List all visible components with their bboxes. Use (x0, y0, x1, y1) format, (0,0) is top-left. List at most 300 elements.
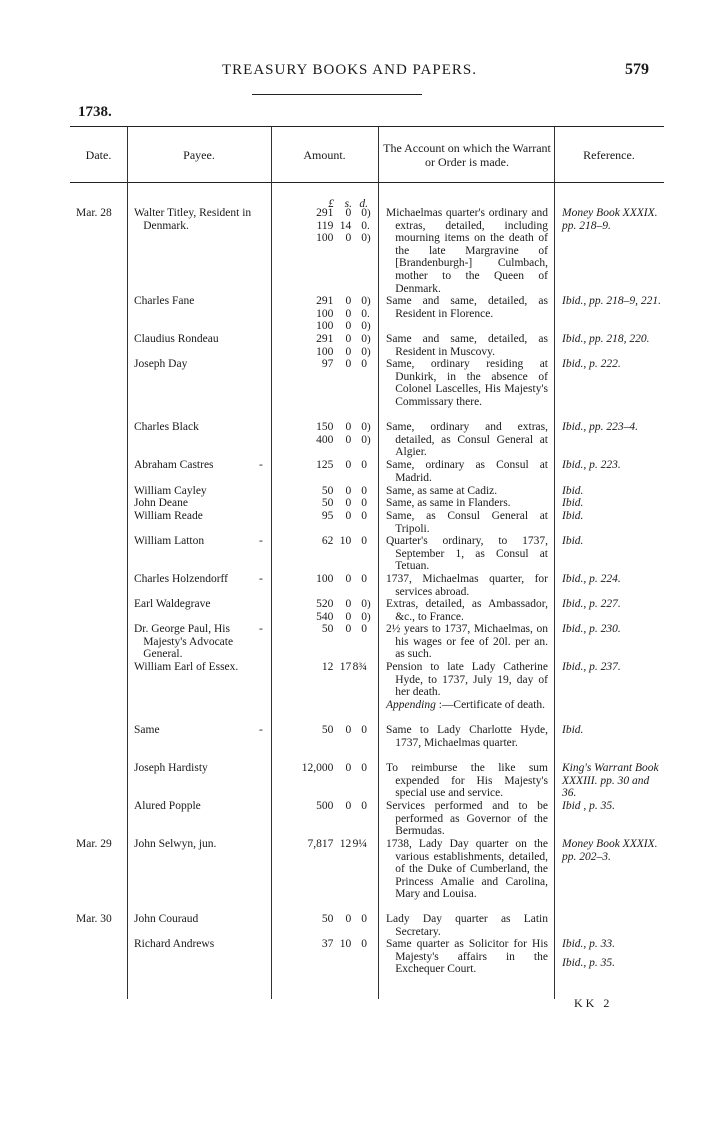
column-divider (554, 127, 555, 999)
amount-line (276, 497, 372, 510)
bracket-mark (367, 661, 372, 674)
year-heading: 1738. (78, 104, 112, 120)
entry-account (386, 421, 548, 459)
shillings: 0 (345, 307, 352, 320)
entry-date: Mar. 28 (76, 207, 112, 219)
title-rule (252, 94, 422, 95)
reference-text: King's Warrant Book XXXIII. pp. 30 and 36. (562, 762, 659, 800)
header-date: Date. (85, 147, 112, 162)
pounds: 12,000 (301, 762, 334, 774)
entry-payee (134, 938, 266, 951)
amount-line (276, 611, 372, 624)
header-payee: Payee. (183, 147, 215, 162)
bracket-mark (367, 485, 372, 498)
pence: 0 (361, 421, 368, 433)
entry-account (386, 358, 548, 408)
entry-reference (562, 485, 662, 498)
pence: 0 (361, 333, 368, 345)
payee-name: William Latton (134, 535, 205, 547)
bracket-mark: . (367, 219, 370, 232)
entry-date: Mar. 29 (76, 838, 112, 850)
entry-payee (134, 598, 266, 611)
entry-account (386, 510, 548, 535)
pence: 0 (361, 485, 368, 497)
account-text: Pension to late Lady Catherine Hyde, to 1737, July 19, day of her death. (386, 661, 548, 699)
amount-line (276, 623, 372, 636)
entry-reference (562, 510, 662, 523)
entry-amount (276, 661, 372, 674)
payee-name: Dr. George Paul, His Majesty's Advocate General. (134, 623, 234, 661)
pence: 0 (361, 219, 368, 232)
shillings: 0 (345, 459, 352, 471)
pounds: 150 (316, 421, 334, 433)
running-title: TREASURY BOOKS AND PAPERS. (222, 62, 477, 78)
entry-payee (134, 295, 266, 308)
amount-line (276, 762, 372, 775)
reference-text: Ibid., pp. 223–4. (562, 421, 639, 433)
entry-reference (562, 762, 662, 800)
account-note-text: :—Certificate of death. (435, 698, 546, 711)
amount-line (276, 510, 372, 523)
bracket-mark: ) (367, 433, 371, 446)
table-header-rule (70, 182, 664, 183)
running-head (0, 62, 722, 82)
pounds: 37 (321, 938, 334, 950)
pounds: 62 (321, 535, 334, 547)
reference-text: Ibid. (562, 485, 584, 497)
entry-payee (134, 661, 266, 674)
payee-name: William Earl of Essex. (134, 661, 239, 673)
shillings: 0 (345, 724, 352, 736)
payee-name: Joseph Hardisty (134, 762, 208, 774)
amount-line (276, 573, 372, 586)
entry-account (386, 207, 548, 295)
amount-line (276, 207, 372, 220)
account-text: Same, as same in Flanders. (386, 497, 511, 509)
entry-payee (134, 485, 266, 498)
pounds: 100 (316, 573, 334, 585)
amount-line (276, 800, 372, 813)
entry-amount (276, 485, 372, 498)
pounds: 100 (316, 345, 334, 358)
pence: 8¾ (352, 661, 368, 673)
pence: 0 (361, 358, 368, 370)
entry-reference (562, 459, 662, 472)
account-text: Same, ordinary residing at Dunkirk, in the absence of Colonel Lascelles, His Majesty's Commissary there. (386, 358, 548, 408)
entry-account (386, 623, 548, 661)
account-text: Same, as same at Cadiz. (386, 485, 498, 497)
shillings: 0 (345, 320, 352, 333)
shillings: 0 (345, 762, 352, 774)
bracket-mark (367, 510, 372, 523)
entry-amount (276, 421, 372, 446)
shillings: 0 (345, 497, 352, 509)
entry-payee (134, 421, 266, 434)
page-number: 579 (625, 61, 649, 78)
entry-amount (276, 598, 372, 623)
reference-text: Ibid., p. 237. (562, 661, 621, 673)
reference-text: Ibid., p. 33. (562, 938, 616, 950)
reference-text: Ibid., p. 230. (562, 623, 621, 635)
reference-text: Ibid. (562, 724, 584, 736)
pounds: 100 (316, 232, 334, 245)
amount-line (276, 598, 372, 611)
shillings: 17 (339, 661, 352, 673)
pence: 0 (361, 573, 368, 585)
pence: 0 (361, 497, 368, 509)
entry-payee (134, 623, 266, 661)
pence: 9¼ (352, 838, 368, 850)
entry-account (386, 295, 548, 320)
account-text: Services performed and to be performed as Governor of the Bermudas. (386, 800, 548, 838)
pence: 0 (361, 345, 368, 358)
entry-payee (134, 913, 266, 926)
pence: 0 (361, 307, 368, 320)
pence: 0 (361, 724, 368, 736)
amount-line (276, 434, 372, 447)
bracket-mark: ) (367, 610, 371, 623)
entry-account (386, 535, 548, 573)
payee-name: Walter Titley, Resident in Denmark. (134, 207, 252, 232)
entry-payee (134, 762, 266, 775)
entry-payee (134, 535, 266, 548)
entry-account (386, 497, 548, 510)
column-divider (127, 127, 128, 999)
pounds: 50 (321, 485, 334, 497)
payee-name: Charles Holzendorff (134, 573, 228, 585)
account-text: Quarter's ordinary, to 1737, September 1, as Consul at Tetuan. (386, 535, 548, 573)
entry-reference (562, 661, 662, 674)
pence: 0 (361, 510, 368, 522)
shillings: 10 (339, 938, 352, 950)
entry-amount (276, 459, 372, 472)
bracket-mark (367, 535, 372, 548)
entry-reference (562, 838, 662, 863)
bracket-mark (367, 724, 372, 737)
entry-reference (562, 573, 662, 586)
shillings: 0 (345, 485, 352, 497)
payee-name: Charles Black (134, 421, 199, 433)
entry-payee (134, 510, 266, 523)
leader-dash: - (259, 535, 263, 547)
entry-payee (134, 358, 266, 371)
entry-account (386, 938, 548, 976)
amount-line (276, 535, 372, 548)
bracket-mark: . (367, 307, 370, 320)
pounds: 100 (316, 307, 334, 320)
entry-amount (276, 724, 372, 737)
pounds: 97 (321, 358, 334, 370)
pounds: 291 (316, 207, 334, 219)
bracket-mark (367, 762, 372, 775)
reference-text: Ibid., p. 227. (562, 598, 621, 610)
payee-name: Joseph Day (134, 358, 188, 370)
leader-dash: - (259, 573, 263, 585)
bracket-mark: ) (367, 320, 371, 333)
amount-line (276, 320, 372, 333)
reference-text: Ibid., pp. 218, 220. (562, 333, 650, 345)
account-text: Same, ordinary and extras, detailed, as Consul General at Algier. (386, 421, 548, 459)
pence: 0 (361, 913, 368, 925)
account-text: Same, ordinary as Consul at Madrid. (386, 459, 548, 484)
payee-name: Earl Waldegrave (134, 598, 211, 610)
pence: 0 (361, 320, 368, 333)
amount-line (276, 838, 372, 851)
account-text: 1738, Lady Day quarter on the various establishments, detailed, of the Duke of Cumberland, the Princess Amalie and Carolina, Mary and Louisa. (386, 838, 548, 901)
bracket-mark (367, 938, 372, 951)
account-text: 2½ years to 1737, Michaelmas, on his wages or fee of 20l. per an. as such. (386, 623, 548, 661)
amount-line (276, 661, 372, 674)
shillings: 12 (339, 838, 352, 850)
reference-text: Ibid., pp. 218–9, 221. (562, 295, 662, 307)
entry-account (386, 800, 548, 838)
pounds: 119 (316, 219, 334, 232)
entry-reference (562, 598, 662, 611)
signature-mark: KK 2 (574, 996, 613, 1010)
pence: 0 (361, 800, 368, 812)
shillings: 0 (345, 598, 352, 610)
shillings-unit: s. (344, 198, 352, 210)
pounds: 50 (321, 724, 334, 736)
pounds: 500 (316, 800, 334, 812)
entry-amount (276, 510, 372, 523)
bracket-mark: ) (367, 207, 371, 219)
entry-amount (276, 573, 372, 586)
bracket-mark (367, 913, 372, 926)
payee-name: Richard Andrews (134, 938, 215, 950)
payee-name: John Deane (134, 497, 188, 509)
pounds: 7,817 (307, 838, 334, 850)
entry-payee (134, 724, 266, 737)
payee-name: Same (134, 724, 160, 736)
pounds: 50 (321, 623, 334, 635)
pounds: 540 (316, 610, 334, 623)
entry-reference (562, 938, 662, 969)
account-text: Same quarter as Solicitor for His Majesty's affairs in the Exchequer Court. (386, 938, 548, 976)
pounds: 520 (316, 598, 334, 610)
pounds-unit: £ (328, 198, 334, 210)
reference-text: Ibid. (562, 535, 584, 547)
amount-line (276, 938, 372, 951)
shillings: 0 (345, 207, 352, 219)
pence: 0 (361, 207, 368, 219)
entry-account (386, 724, 548, 749)
bracket-mark (367, 459, 372, 472)
shillings: 10 (339, 535, 352, 547)
account-text: 1737, Michaelmas quarter, for services abroad. (386, 573, 548, 598)
entry-account (386, 598, 548, 623)
amount-line (276, 421, 372, 434)
entry-amount (276, 838, 372, 851)
entry-reference (562, 358, 662, 371)
amount-line (276, 232, 372, 245)
entry-reference (562, 800, 662, 813)
pence: 0 (361, 459, 368, 471)
pounds: 12 (321, 661, 334, 673)
entry-amount (276, 497, 372, 510)
bracket-mark (367, 358, 372, 371)
payee-name: William Reade (134, 510, 203, 522)
entry-amount (276, 623, 372, 636)
amount-line (276, 913, 372, 926)
entry-reference (562, 535, 662, 548)
entry-amount (276, 535, 372, 548)
amount-line (276, 485, 372, 498)
entry-account (386, 573, 548, 598)
amount-line (276, 459, 372, 472)
account-text: Extras, detailed, as Ambassador, &c., to France. (386, 598, 548, 623)
entry-payee (134, 573, 266, 586)
shillings: 0 (345, 573, 352, 585)
bracket-mark: ) (367, 295, 371, 307)
pence: 0 (361, 610, 368, 623)
payee-name: Charles Fane (134, 295, 195, 307)
payee-name: Abraham Castres (134, 459, 214, 471)
entry-reference (562, 421, 662, 434)
pence: 0 (361, 535, 368, 547)
payee-name: Claudius Rondeau (134, 333, 219, 345)
shillings: 0 (345, 345, 352, 358)
leader-dash: - (259, 724, 263, 736)
amount-line (276, 724, 372, 737)
entry-date: Mar. 30 (76, 913, 112, 925)
entry-amount (276, 333, 372, 358)
pence-unit: d. (359, 198, 368, 210)
entry-reference (562, 207, 662, 232)
entry-amount (276, 295, 372, 333)
entry-payee (134, 333, 266, 346)
amount-line (276, 308, 372, 321)
pence: 0 (361, 598, 368, 610)
shillings: 0 (345, 800, 352, 812)
pence: 0 (361, 433, 368, 446)
entry-account (386, 762, 548, 800)
pence: 0 (361, 938, 368, 950)
reference-text: Ibid , p. 35. (562, 800, 616, 812)
entry-payee (134, 800, 266, 813)
payee-name: John Couraud (134, 913, 199, 925)
reference-text: Money Book XXXIX. pp. 218–9. (562, 207, 658, 232)
account-note (386, 699, 548, 712)
entry-account (386, 485, 548, 498)
account-text: Same, as Consul General at Tripoli. (386, 510, 548, 535)
header-account: The Account on which the Warrant or Order is made. (383, 140, 551, 169)
entry-amount (276, 358, 372, 371)
shillings: 0 (345, 421, 352, 433)
payee-name: John Selwyn, jun. (134, 838, 217, 850)
shillings: 0 (345, 232, 352, 245)
pounds: 95 (321, 510, 334, 522)
entry-account (386, 333, 548, 358)
entry-reference (562, 724, 662, 737)
entry-reference (562, 497, 662, 510)
entry-amount (276, 800, 372, 813)
bracket-mark (367, 838, 372, 851)
entry-amount (276, 207, 372, 245)
shillings: 14 (339, 219, 352, 232)
shillings: 0 (345, 610, 352, 623)
entry-account (386, 913, 548, 938)
pounds: 400 (316, 433, 334, 446)
shillings: 0 (345, 333, 352, 345)
reference-text: Ibid. (562, 510, 584, 522)
entry-payee (134, 207, 266, 232)
pence: 0 (361, 623, 368, 635)
payee-name: William Cayley (134, 485, 207, 497)
account-text: Same to Lady Charlotte Hyde, 1737, Michaelmas quarter. (386, 724, 548, 749)
entry-reference (562, 623, 662, 636)
entry-account (386, 838, 548, 901)
bracket-mark (367, 497, 372, 510)
bracket-mark (367, 623, 372, 636)
payee-name: Alured Popple (134, 800, 201, 812)
pounds: 291 (316, 295, 334, 307)
pounds: 100 (316, 320, 334, 333)
shillings: 0 (345, 510, 352, 522)
amount-line (276, 333, 372, 346)
amount-line (276, 220, 372, 233)
account-note-label: Appending (386, 698, 436, 711)
pounds: 291 (316, 333, 334, 345)
amount-line (276, 346, 372, 359)
bracket-mark (367, 573, 372, 586)
entry-reference (562, 295, 662, 308)
amount-line (276, 295, 372, 308)
bracket-mark: ) (367, 598, 371, 610)
entry-payee (134, 497, 266, 510)
entry-amount (276, 938, 372, 951)
bracket-mark: ) (367, 421, 371, 433)
entry-account (386, 661, 548, 711)
account-text: To reimburse the like sum expended for His Majesty's special use and service. (386, 762, 548, 800)
reference-text: Ibid., p. 224. (562, 573, 621, 585)
reference-text: Money Book XXXIX. pp. 202–3. (562, 838, 658, 863)
account-text: Same and same, detailed, as Resident in Muscovy. (386, 333, 548, 358)
pounds: 125 (316, 459, 334, 471)
reference-text: Ibid. (562, 497, 584, 509)
reference-text: Ibid., p. 222. (562, 358, 621, 370)
leader-dash: - (259, 623, 263, 635)
header-reference: Reference. (583, 147, 635, 162)
shillings: 0 (345, 295, 352, 307)
pounds: 50 (321, 497, 334, 509)
entry-account (386, 459, 548, 484)
bracket-mark: ) (367, 333, 371, 345)
bracket-mark (367, 800, 372, 813)
pence: 0 (361, 232, 368, 245)
pence: 0 (361, 295, 368, 307)
account-text: Same and same, detailed, as Resident in Florence. (386, 295, 548, 320)
pence: 0 (361, 762, 368, 774)
entry-payee (134, 459, 266, 472)
account-text: Lady Day quarter as Latin Secretary. (386, 913, 548, 938)
bracket-mark: ) (367, 232, 371, 245)
shillings: 0 (345, 913, 352, 925)
reference-text: Ibid., p. 223. (562, 459, 621, 471)
header-amount: Amount. (303, 147, 346, 162)
shillings: 0 (345, 623, 352, 635)
column-divider (378, 127, 379, 999)
column-divider (271, 127, 272, 999)
account-text: Michaelmas quarter's ordinary and extras, detailed, including mourning items on the death of the late Margravine of [Brandenburgh-] Culmbach, mother to the Queen of Denmark. (386, 207, 548, 295)
shillings: 0 (345, 433, 352, 446)
reference-text-secondary: Ibid., p. 35. (562, 956, 616, 969)
shillings: 0 (345, 358, 352, 370)
pounds: 50 (321, 913, 334, 925)
amount-line (276, 358, 372, 371)
entry-amount (276, 913, 372, 926)
entry-amount (276, 762, 372, 775)
